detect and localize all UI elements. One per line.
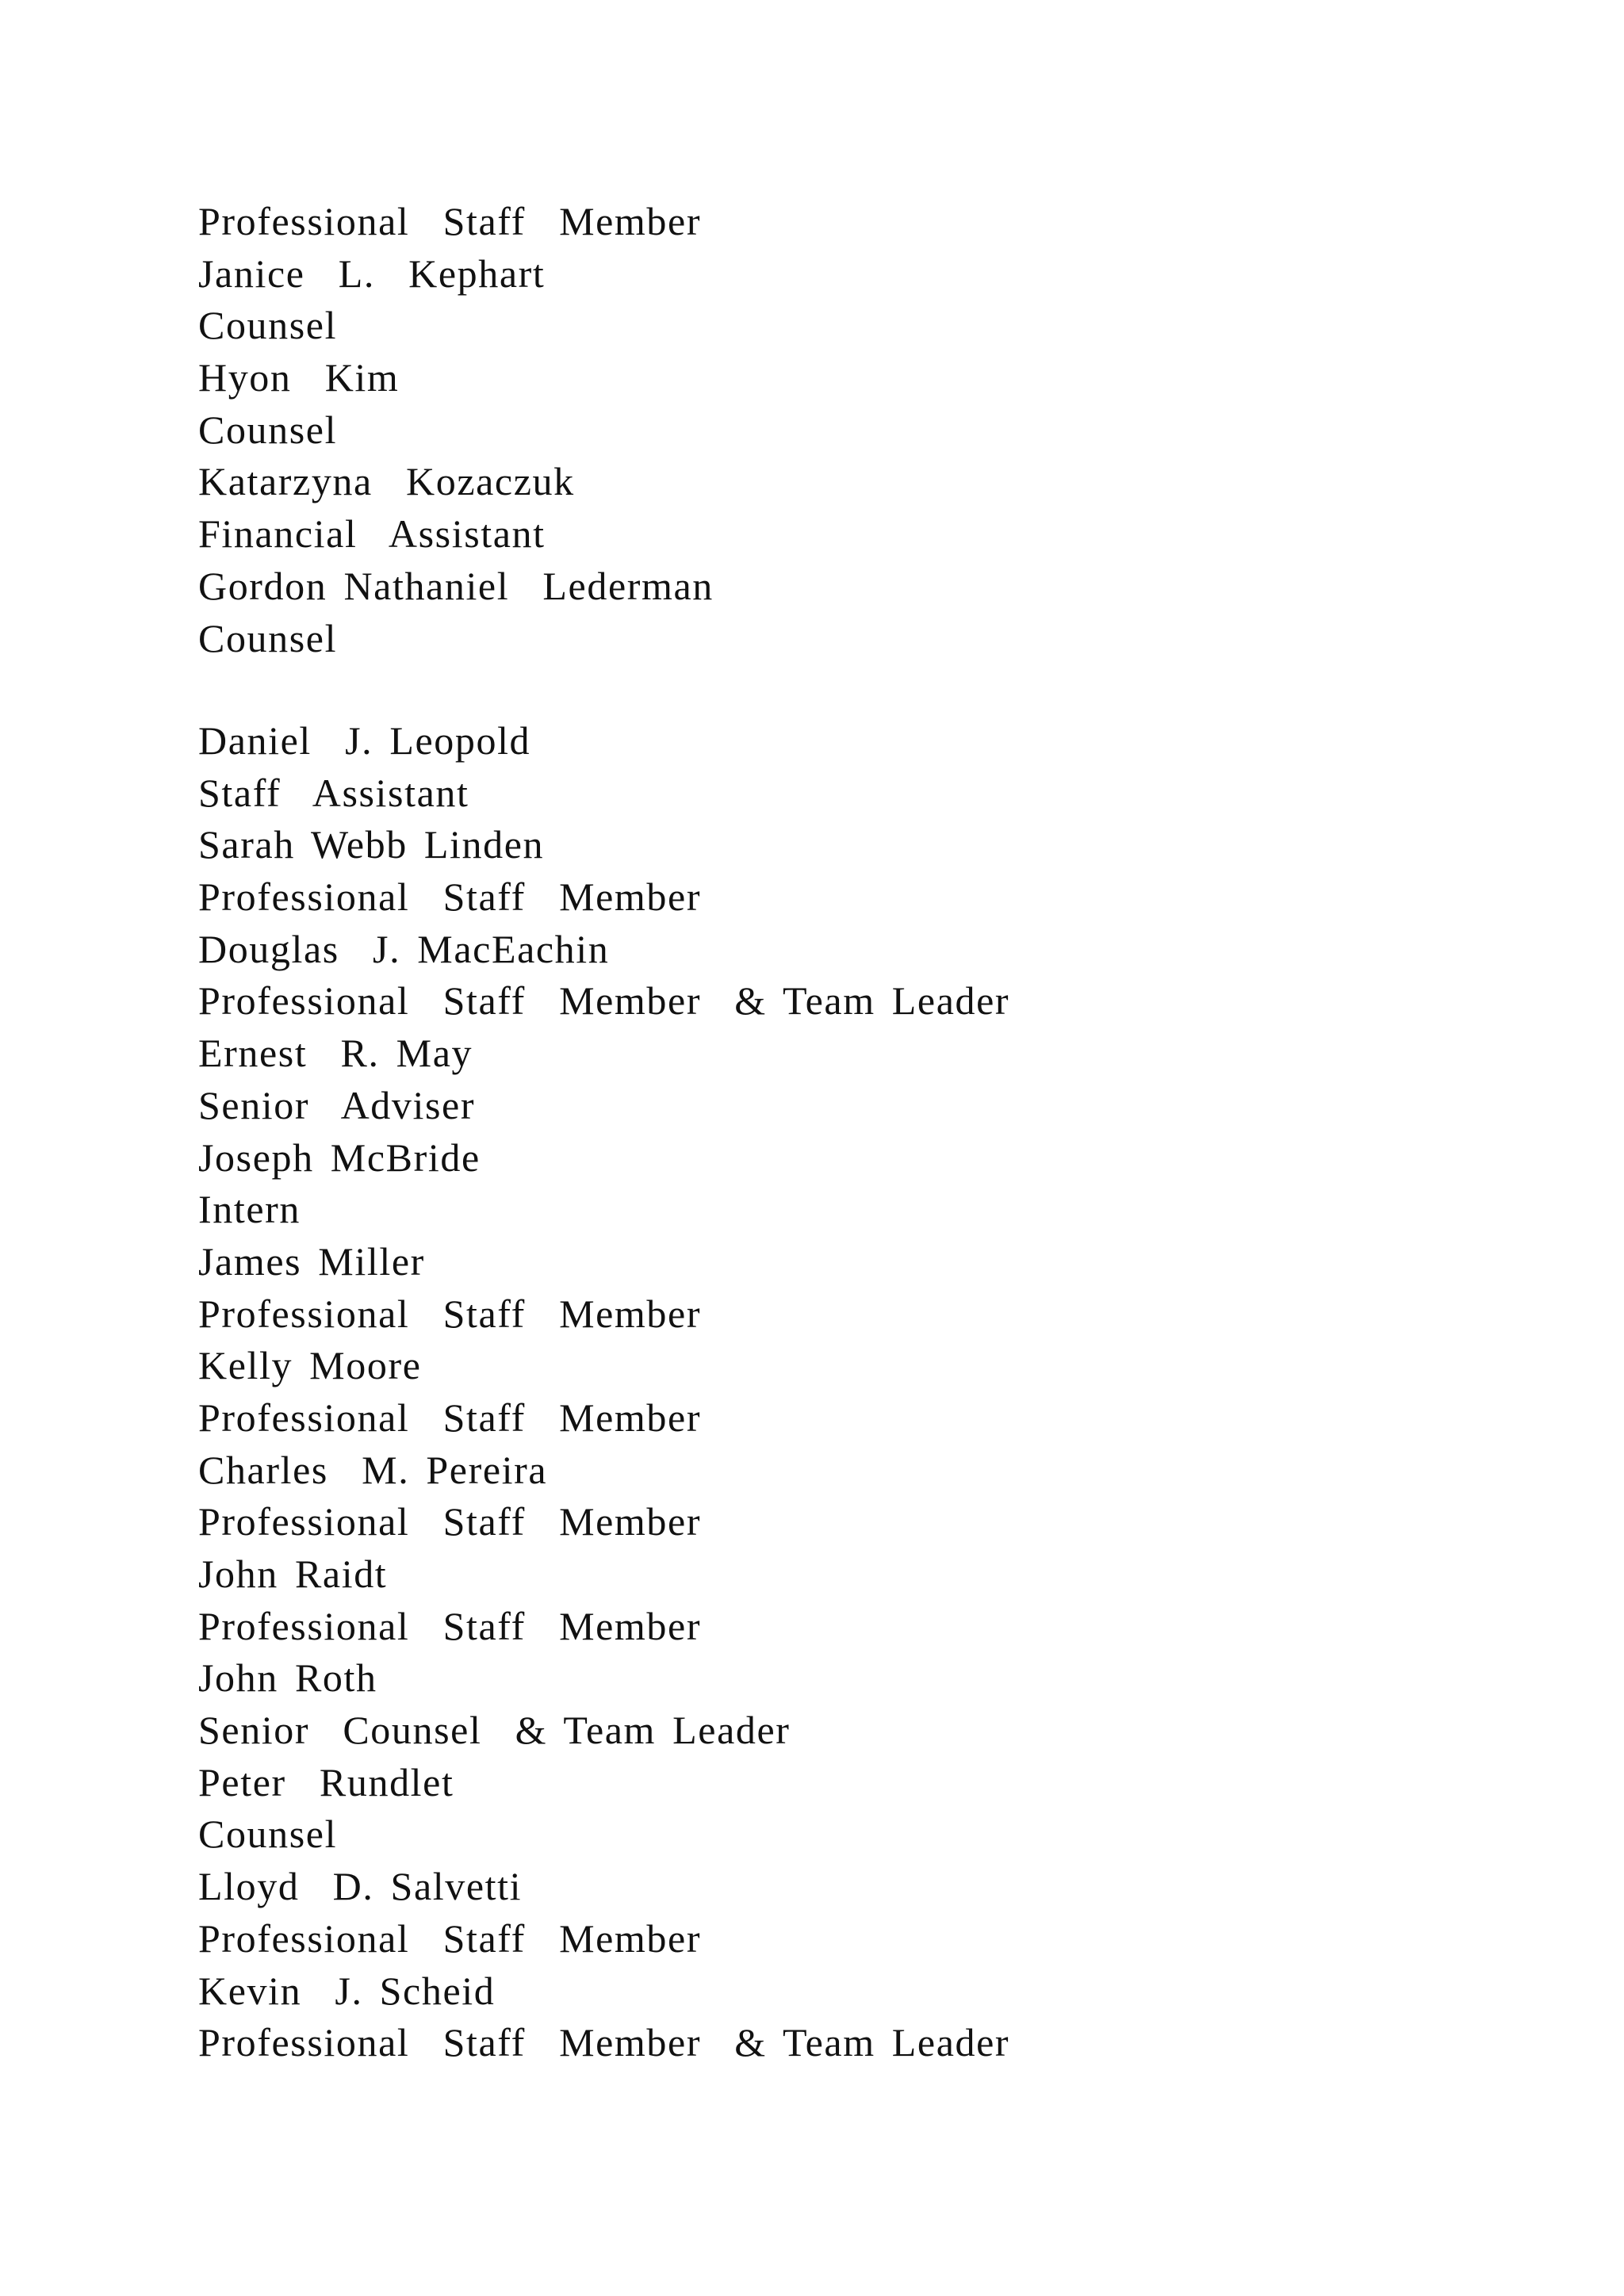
staff-line: Professional Staff Member & Team Leader	[198, 978, 1010, 1024]
staff-line: Professional Staff Member & Team Leader	[198, 2020, 1010, 2065]
staff-line: Senior Adviser	[198, 1082, 476, 1127]
staff-line: Professional Staff Member	[198, 1915, 702, 1961]
staff-line: Charles M. Pereira	[198, 1447, 548, 1492]
staff-line: Professional Staff Member	[198, 1499, 702, 1544]
staff-line: Peter Rundlet	[198, 1759, 454, 1804]
staff-line: Joseph McBride	[198, 1135, 481, 1180]
staff-line: Intern	[198, 1187, 301, 1232]
staff-line: Kelly Moore	[198, 1343, 422, 1388]
staff-line: Lloyd D. Salvetti	[198, 1864, 523, 1909]
staff-line: Professional Staff Member	[198, 874, 702, 920]
staff-line: Counsel	[198, 615, 338, 660]
staff-line: Hyon Kim	[198, 355, 400, 400]
staff-line: Sarah Webb Linden	[198, 822, 545, 867]
staff-line: John Roth	[198, 1655, 377, 1701]
staff-line: Professional Staff Member	[198, 1603, 702, 1648]
staff-line: Katarzyna Kozaczuk	[198, 459, 575, 504]
staff-line: John Raidt	[198, 1552, 388, 1596]
staff-line: Professional Staff Member	[198, 1395, 702, 1440]
staff-line: Counsel	[198, 407, 338, 452]
staff-line: Gordon Nathaniel Lederman	[198, 563, 714, 608]
staff-line: Douglas J. MacEachin	[198, 926, 610, 971]
staff-line: James Miller	[198, 1238, 425, 1284]
staff-line: Counsel	[198, 1812, 338, 1857]
staff-list-block-1	[198, 196, 714, 664]
staff-line: Staff Assistant	[198, 770, 469, 815]
staff-line: Janice L. Kephart	[198, 251, 546, 296]
staff-line: Ernest R. May	[198, 1031, 473, 1076]
staff-line: Kevin J. Scheid	[198, 1968, 496, 2013]
staff-line: Professional Staff Member	[198, 199, 702, 243]
staff-line: Professional Staff Member	[198, 1291, 702, 1336]
staff-line: Counsel	[198, 303, 338, 348]
staff-line: Senior Counsel & Team Leader	[198, 1708, 791, 1753]
staff-list-block-2	[198, 715, 1009, 2069]
staff-line: Financial Assistant	[198, 511, 546, 557]
staff-line: Daniel J. Leopold	[198, 718, 531, 763]
